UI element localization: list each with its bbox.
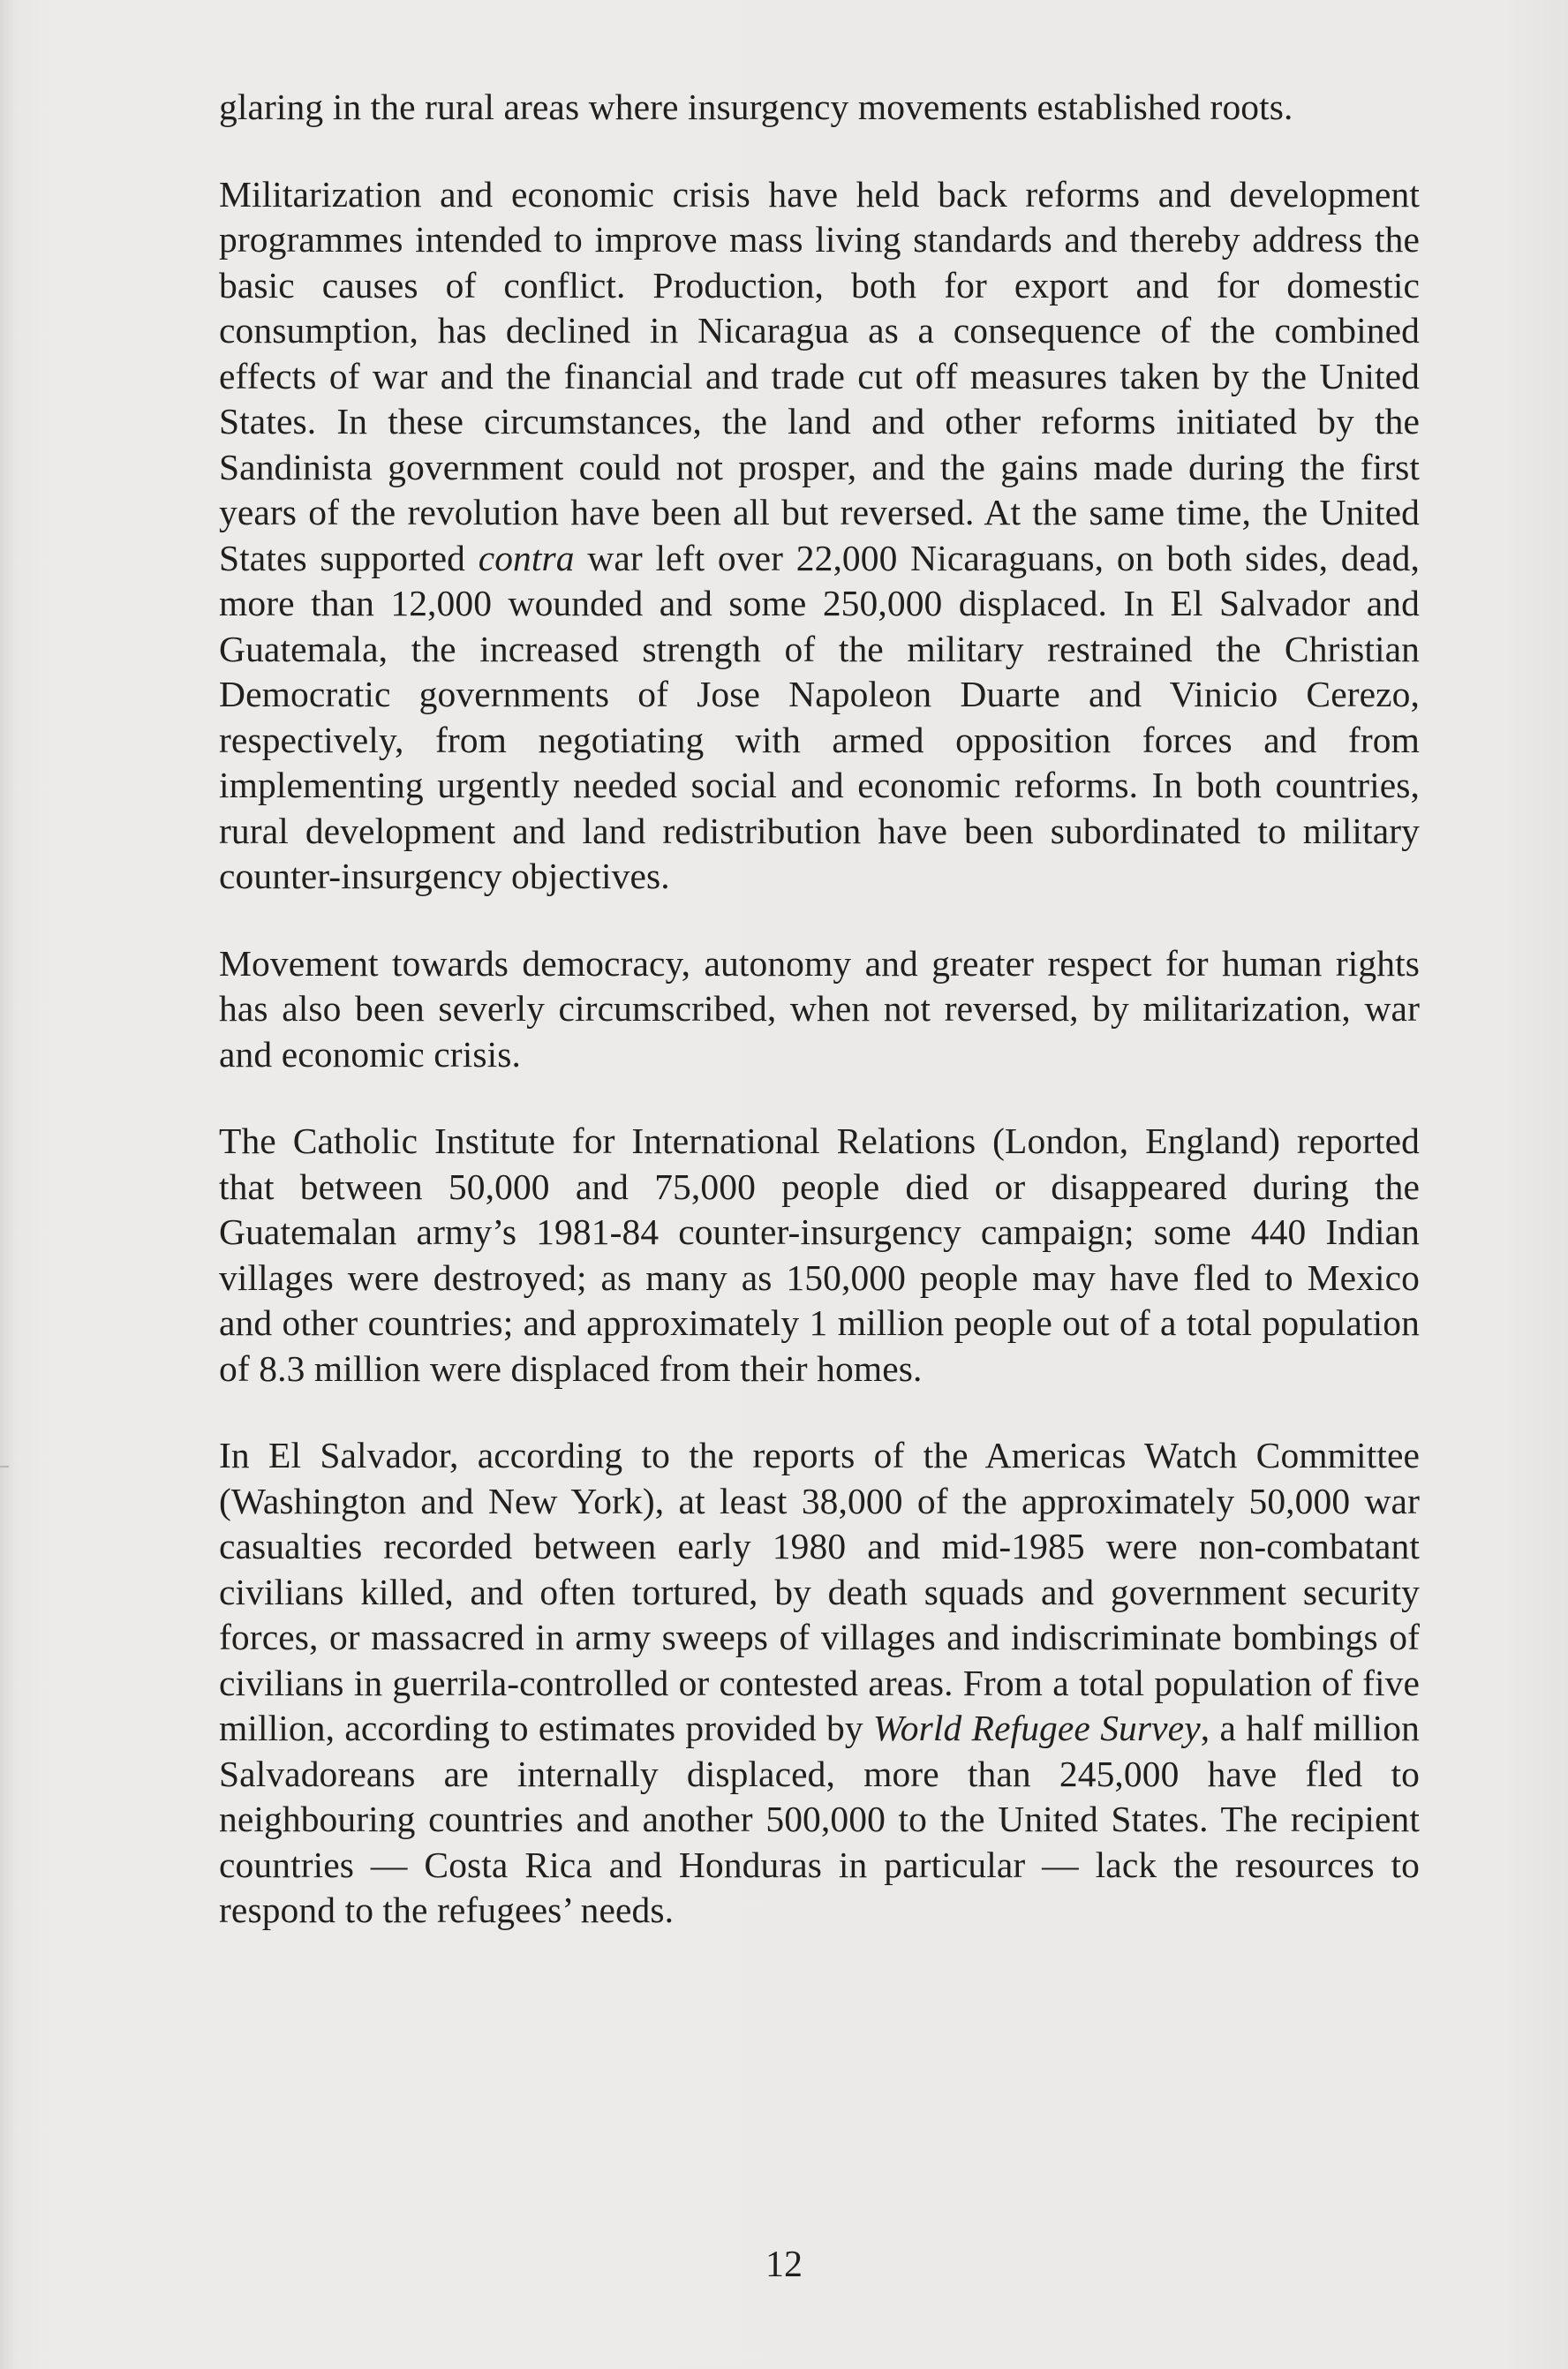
paragraph	[219, 1119, 1420, 1392]
text-segment: Movement towards democracy, autonomy and greater respect for human rights has also been severly circumscribed, when not reversed, by militarization, war and economic crisis.	[219, 942, 1420, 1075]
text-segment: The Catholic Institute for International Relations (London, England) reported that between 50,000 and 75,000 people died or disappeared during the Guatemalan army’s 1981-84 counter-insurgency campaign; some 440 Indian villages were destroyed; as many as 150,000 people may have fled to Mexico and other countries; and approximately 1 million people out of a total population of 8.3 million were displaced from their homes.	[219, 1120, 1420, 1389]
italic-term-contra: contra	[478, 537, 575, 578]
paragraph	[219, 941, 1420, 1078]
paragraph	[219, 172, 1420, 900]
paragraph	[219, 85, 1420, 131]
text-segment: Militarization and economic crisis have held back reforms and development programmes intended to improve mass living standards and thereby address the basic causes of conflict. Production, both for export and for domestic consumption, has declined in Nicaragua as a consequence of the combined effects of war and the financial and trade cut off measures taken by the United States. In these circumstances, the land and other reforms initiated by the Sandinista government could not prosper, and the gains made during the first years of the revolution have been all but reversed. At the same time, the United States supported	[219, 173, 1420, 578]
text-segment: war left over 22,000 Nicaraguans, on both sides, dead, more than 12,000 wounded and some 250,000 displaced. In El Salvador and Guatemala, the increased strength of the military restrained the Christian Democratic governments of Jose Napoleon Duarte and Vinicio Cerezo, respectively, from negotiating with armed opposition forces and from implementing urgently needed social and economic reforms. In both countries, rural development and land redistribution have been subordinated to military counter-insurgency objectives.	[219, 537, 1420, 896]
body-text	[219, 85, 1420, 1975]
italic-title-world-refugee-survey: World Refugee Survey	[872, 1708, 1201, 1748]
page-edge-mark	[0, 1466, 9, 1467]
text-segment: glaring in the rural areas where insurgency movements established roots.	[219, 87, 1293, 127]
text-segment: , a half million Salvadoreans are internally displaced, more than 245,000 have fled to neighbouring countries and another 500,000 to the United States. The recipient countries — Costa Rica and Honduras in particular — lack the resources to respond to the refugees’ needs.	[219, 1708, 1420, 1930]
page-number: 12	[765, 2245, 803, 2285]
paragraph	[219, 1433, 1420, 1934]
text-segment: In El Salvador, according to the reports of the Americas Watch Committee (Washington and New York), at least 38,000 of the approximately 50,000 war casualties recorded between early 1980 and mid-1985 were non-combatant civilians killed, and often tortured, by death squads and government security forces, or massacred in army sweeps of villages and indiscriminate bombings of civilians in guerrila-controlled or contested areas. From a total population of five million, according to estimates provided by	[219, 1435, 1420, 1748]
